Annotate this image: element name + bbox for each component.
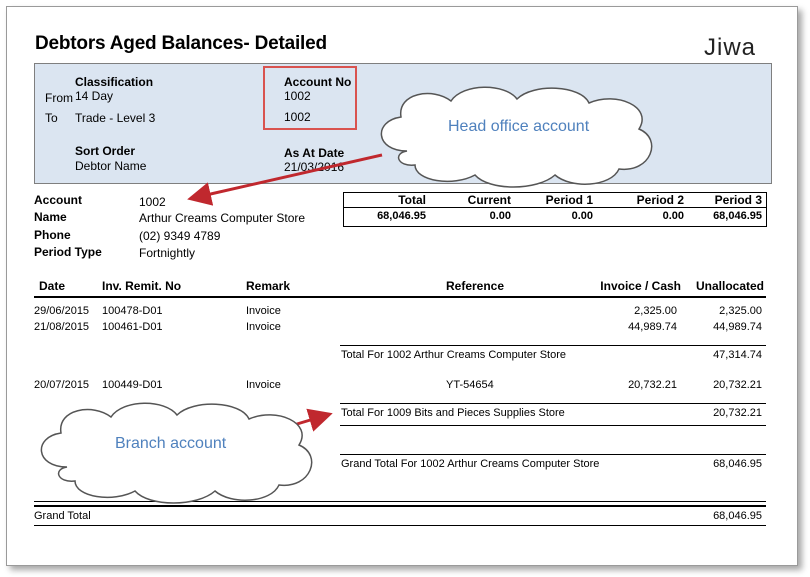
row-reference: YT-54654 (446, 379, 494, 391)
branch-callout-text: Branch account (115, 435, 227, 452)
name-label: Name (34, 210, 67, 224)
col-header-inv: Inv. Remit. No (102, 279, 182, 293)
row-invoice-cash: 20,732.21 (628, 379, 677, 391)
row-date: 21/08/2015 (34, 321, 90, 333)
total-1009-value: 20,732.21 (713, 407, 762, 419)
jiwa-logo: Jiwa (704, 34, 757, 61)
row-unallocated: 2,325.00 (719, 305, 762, 317)
phone-value: (02) 9349 4789 (139, 229, 221, 243)
from-classification: 14 Day (75, 89, 114, 103)
to-classification: Trade - Level 3 (75, 111, 156, 125)
account-value: 1002 (139, 195, 166, 209)
head-office-callout-cloud (367, 81, 663, 191)
row-unallocated: 20,732.21 (713, 379, 762, 391)
account-no-label: Account No (284, 75, 352, 89)
total-1002-value: 47,314.74 (713, 349, 762, 361)
row-invoice-cash: 44,989.74 (628, 321, 677, 333)
classification-label: Classification (75, 75, 154, 89)
grand-total-1002-label: Grand Total For 1002 Arthur Creams Computer Store (341, 458, 600, 470)
phone-label: Phone (34, 228, 71, 242)
grand-total-1002-value: 68,046.95 (713, 458, 762, 470)
grand-total-label: Grand Total (34, 510, 91, 522)
summary-value-period-3: 68,046.95 (713, 210, 762, 222)
total-1009-label: Total For 1009 Bits and Pieces Supplies Store (341, 407, 565, 419)
summary-header-total: Total (398, 193, 426, 207)
summary-header-period-1: Period 1 (545, 193, 593, 207)
row-remark: Invoice (246, 379, 281, 391)
col-header-date: Date (39, 279, 66, 293)
to-account-no: 1002 (284, 110, 311, 124)
summary-value-current: 0.00 (489, 210, 511, 222)
period-type-label: Period Type (34, 245, 102, 259)
name-value: Arthur Creams Computer Store (139, 211, 306, 225)
row-unallocated: 44,989.74 (713, 321, 762, 333)
summary-header-period-3: Period 3 (714, 193, 762, 207)
head-office-callout-text: Head office account (448, 118, 590, 135)
account-label: Account (34, 193, 82, 207)
col-header-invoice-cash: Invoice / Cash (600, 279, 681, 293)
row-inv: 100461-D01 (102, 321, 163, 333)
sort-order-value: Debtor Name (75, 159, 147, 173)
as-at-date-label: As At Date (284, 146, 345, 160)
from-account-no: 1002 (284, 89, 311, 103)
col-header-remark: Remark (246, 279, 291, 293)
from-label: From (45, 91, 73, 105)
summary-value-period-1: 0.00 (571, 210, 593, 222)
row-invoice-cash: 2,325.00 (634, 305, 677, 317)
sort-order-label: Sort Order (75, 144, 136, 158)
row-remark: Invoice (246, 321, 281, 333)
row-inv: 100478-D01 (102, 305, 163, 317)
col-header-unallocated: Unallocated (695, 279, 764, 293)
total-1002-label: Total For 1002 Arthur Creams Computer Store (341, 349, 566, 361)
report-page (6, 6, 798, 566)
as-at-date-value: 21/03/2016 (284, 160, 345, 174)
row-date: 29/06/2015 (34, 305, 90, 317)
grand-total-value: 68,046.95 (713, 510, 762, 522)
row-remark: Invoice (246, 305, 281, 317)
report-title: Debtors Aged Balances- Detailed (35, 33, 327, 54)
period-type-value: Fortnightly (139, 246, 196, 260)
summary-value-period-2: 0.00 (662, 210, 684, 222)
summary-value-total: 68,046.95 (377, 210, 426, 222)
summary-header-period-2: Period 2 (636, 193, 684, 207)
summary-header-current: Current (467, 193, 511, 207)
row-date: 20/07/2015 (34, 379, 90, 391)
col-header-reference: Reference (446, 279, 505, 293)
to-label: To (45, 111, 58, 125)
row-inv: 100449-D01 (102, 379, 163, 391)
head-office-arrow (193, 155, 382, 198)
